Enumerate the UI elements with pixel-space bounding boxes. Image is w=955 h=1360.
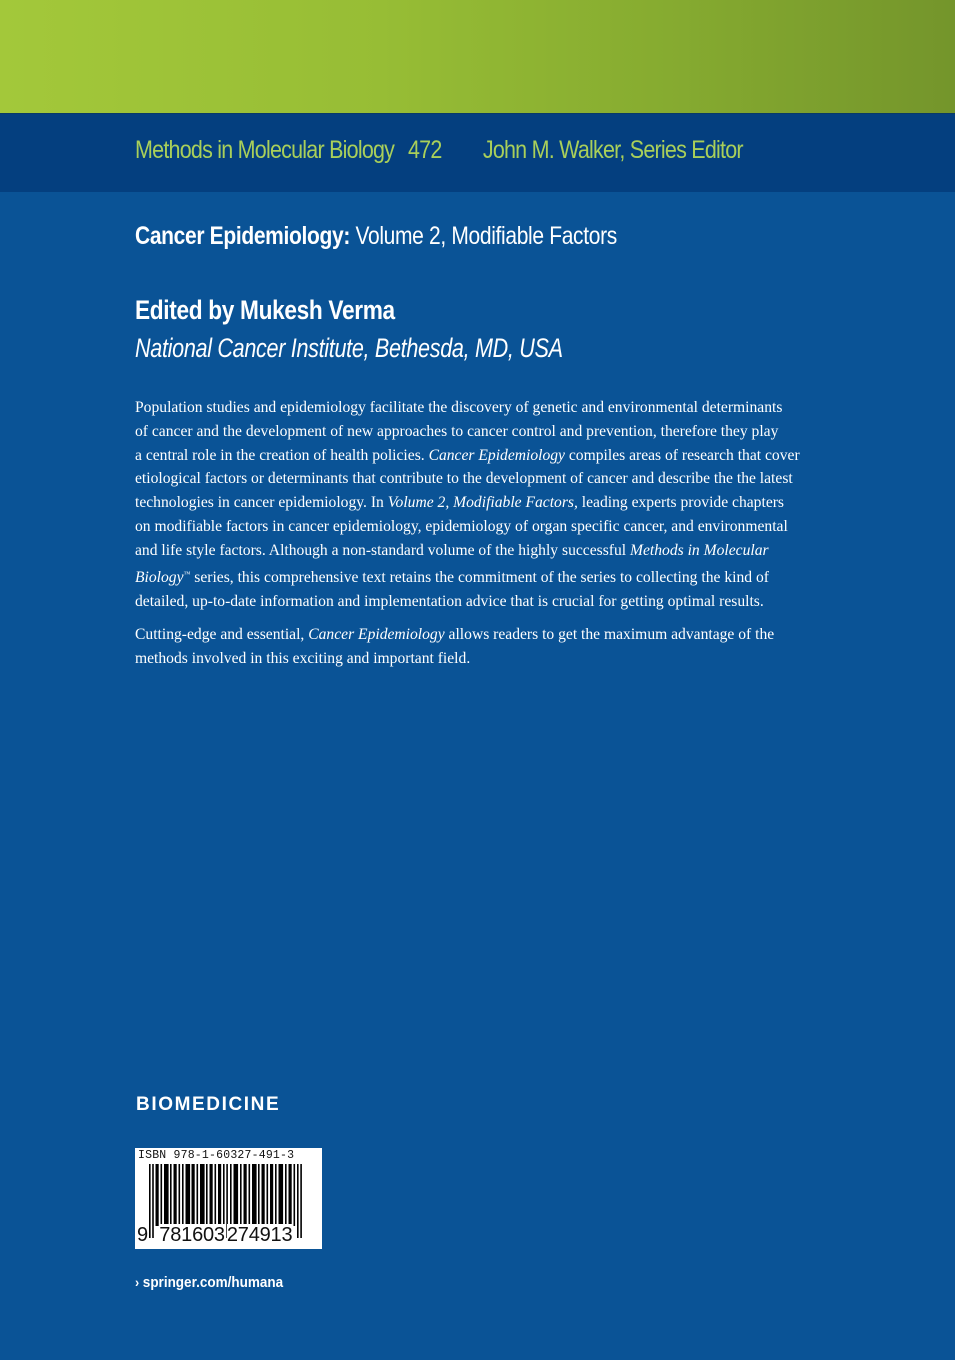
- isbn-label: ISBN 978-1-60327-491-3: [138, 1149, 295, 1162]
- text-line: of cancer and the development of new approaches to cancer control and prevention, therefore they play: [135, 422, 779, 440]
- text-line: methods involved in this exciting and important field.: [135, 650, 471, 668]
- barcode-digit-group: 274913: [226, 1224, 293, 1246]
- title-main: Cancer Epidemiology:: [135, 222, 351, 250]
- text-span: technologies in cancer epidemiology. In: [135, 494, 388, 512]
- text-span: series, this comprehensive text retains the commitment of the series to collecting the kind of: [190, 568, 769, 586]
- series-name: Methods in Molecular Biology: [135, 136, 395, 164]
- editor-name: Edited by Mukesh Verma: [135, 295, 395, 325]
- website-url: springer.com/humana: [142, 1274, 284, 1291]
- text-line: Population studies and epidemiology facilitate the discovery of genetic and environmental determinants: [135, 399, 783, 416]
- text-line: on modifiable factors in cancer epidemiology, epidemiology of organ specific cancer, and environmental: [135, 517, 788, 535]
- publisher-website-link[interactable]: [135, 1274, 283, 1291]
- text-span: Cutting-edge and essential,: [135, 626, 309, 644]
- italic-title: Biology: [135, 568, 184, 586]
- isbn-barcode: [135, 1148, 322, 1249]
- text-line: detailed, up-to-date information and implementation advice that is crucial for getting optimal results.: [135, 592, 764, 610]
- text-line: [135, 444, 835, 468]
- text-span: allows readers to get the maximum advantage of the: [444, 626, 775, 644]
- italic-title: Cancer Epidemiology: [428, 446, 565, 464]
- text-line: [135, 491, 835, 515]
- text-line: [135, 539, 835, 563]
- text-line: etiological factors or determinants that contribute to the development of cancer and describe the the latest: [135, 470, 793, 488]
- series-band: [0, 113, 955, 192]
- description-paragraph-2: [135, 623, 835, 671]
- editor-affiliation: National Cancer Institute, Bethesda, MD, USA: [135, 333, 563, 363]
- text-span: a central role in the creation of health policies.: [135, 446, 429, 464]
- series-number: 472: [407, 136, 442, 164]
- top-green-band: [0, 0, 955, 113]
- chevron-right-icon: ›: [135, 1274, 140, 1290]
- text-line: [135, 623, 835, 647]
- italic-title: Cancer Epidemiology: [308, 626, 445, 644]
- trademark-symbol: ™: [183, 569, 191, 578]
- title-subtitle: Volume 2, Modifiable Factors: [355, 222, 617, 250]
- text-line: [135, 563, 835, 590]
- text-span: and life style factors. Although a non-standard volume of the highly successful: [135, 541, 630, 559]
- italic-title: Volume 2, Modifiable Factors,: [387, 494, 578, 512]
- series-line: [135, 136, 743, 165]
- barcode-digit-prefix: 9: [137, 1224, 148, 1246]
- description-paragraph-1: [135, 396, 835, 613]
- book-title: [135, 222, 617, 251]
- barcode-digit-group: 781603: [159, 1224, 225, 1246]
- text-span: leading experts provide chapters: [577, 494, 784, 512]
- italic-title: Methods in Molecular: [630, 541, 769, 559]
- series-editor: John M. Walker, Series Editor: [482, 136, 743, 164]
- barcode-digits: [137, 1224, 292, 1247]
- text-span: compiles areas of research that cover: [564, 446, 800, 464]
- subject-category: BIOMEDICINE: [136, 1094, 281, 1115]
- description: [135, 396, 835, 681]
